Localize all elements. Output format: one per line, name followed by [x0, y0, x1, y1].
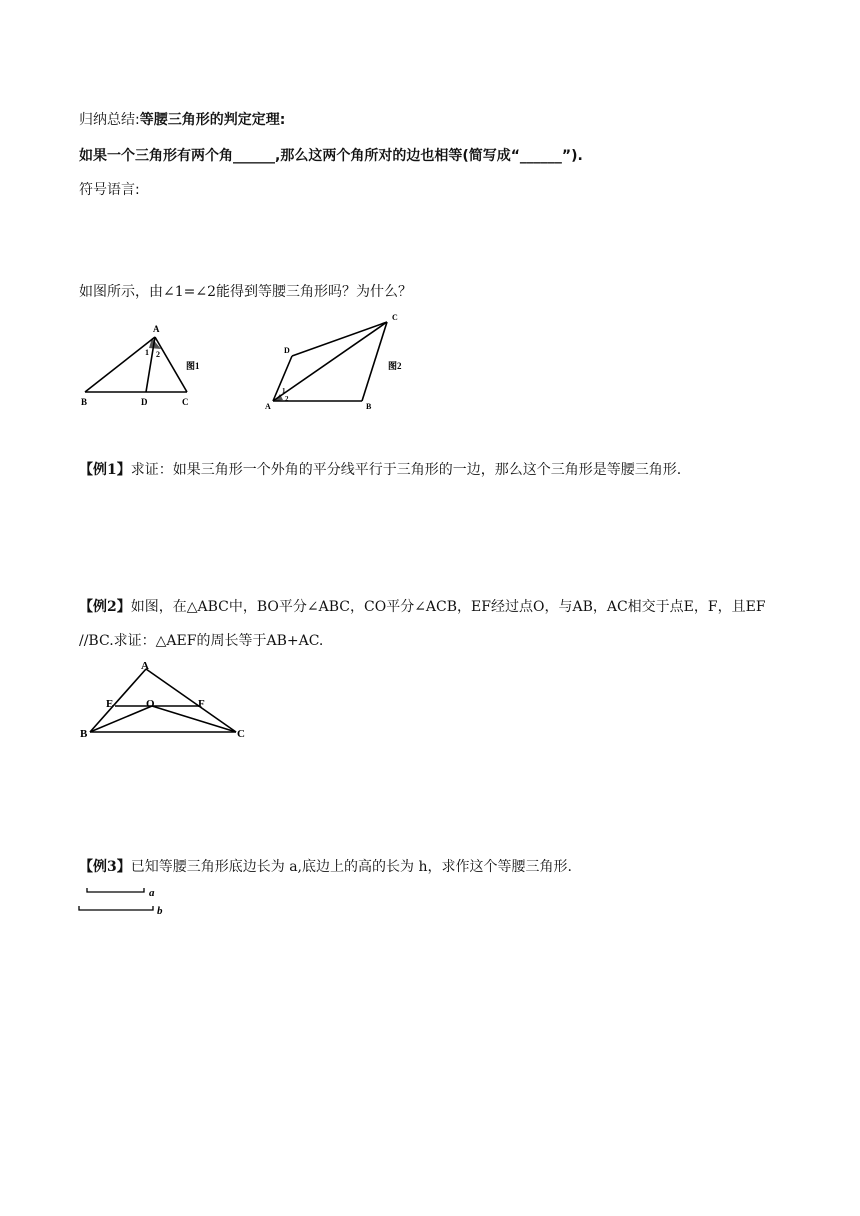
question-text: 如图所示，由∠1=∠2能得到等腰三角形吗？为什么？ [79, 284, 413, 300]
segment-b-label: b [157, 905, 163, 917]
point-label-c: C [237, 728, 245, 740]
point-label-a: A [141, 660, 149, 672]
theorem-statement: 如果一个三角形有两个角______,那么这两个角所对的边也相等(简写成“______”). [79, 148, 583, 164]
angle-label-1: 1 [145, 348, 149, 357]
point-label-f: F [198, 698, 205, 710]
theorem-title: 等腰三角形的判定定理: [139, 112, 286, 128]
figure-2-caption: 图2 [388, 361, 402, 371]
example-3 [79, 857, 572, 877]
symbol-language-label: 符号语言: [79, 182, 140, 198]
summary-line [79, 110, 285, 130]
point-label-a: A [153, 324, 160, 334]
point-label-d: D [284, 346, 290, 355]
point-label-c: C [182, 397, 189, 407]
figure-1-caption: 图1 [186, 361, 200, 371]
segment-ab [85, 337, 155, 392]
example-3-tag: 【例3】 [79, 859, 131, 875]
point-label-b: B [366, 402, 372, 411]
point-label-d: D [141, 397, 148, 407]
example-2-diagram [74, 656, 254, 744]
figure-2-diagram [258, 310, 408, 414]
example-1 [79, 460, 681, 480]
example-3-text: 已知等腰三角形底边长为 a,底边上的高的长为 h，求作这个等腰三角形. [130, 859, 572, 875]
example-3-segments [74, 882, 174, 922]
point-label-b: B [80, 728, 88, 740]
segment-a [87, 888, 144, 892]
summary-label: 归纳总结: [79, 112, 140, 128]
example-1-text: 求证：如果三角形一个外角的平分线平行于三角形的一边，那么这个三角形是等腰三角形. [130, 462, 682, 478]
example-2-line-2: //BC.求证：△AEF的周长等于AB+AC. [79, 633, 324, 649]
example-2-tag: 【例2】 [79, 599, 131, 615]
segment-ab [90, 669, 146, 732]
example-2-line-1 [79, 597, 766, 617]
segment-b [79, 906, 153, 910]
segment-a-label: a [149, 887, 155, 899]
point-label-e: E [106, 698, 114, 710]
segment-ac [155, 337, 187, 392]
point-label-o: O [146, 698, 155, 710]
angle-label-2: 2 [156, 350, 160, 359]
point-label-c: C [392, 313, 398, 322]
segment-oc [152, 706, 236, 732]
segment-ac [146, 669, 236, 732]
example-2-text-1: 如图，在△ABC中，BO平分∠ABC，CO平分∠ACB，EF经过点O，与AB，AC相交于点E，F，且EF [130, 599, 766, 615]
segment-dc [292, 322, 387, 356]
point-label-a: A [265, 402, 271, 411]
point-label-b: B [81, 397, 88, 407]
angle-label-2: 2 [285, 395, 289, 403]
figure-1-diagram [70, 318, 220, 414]
segment-bc [362, 322, 387, 401]
example-1-tag: 【例1】 [79, 462, 131, 478]
segment-bo [90, 706, 152, 732]
angle-label-1: 1 [282, 387, 286, 395]
